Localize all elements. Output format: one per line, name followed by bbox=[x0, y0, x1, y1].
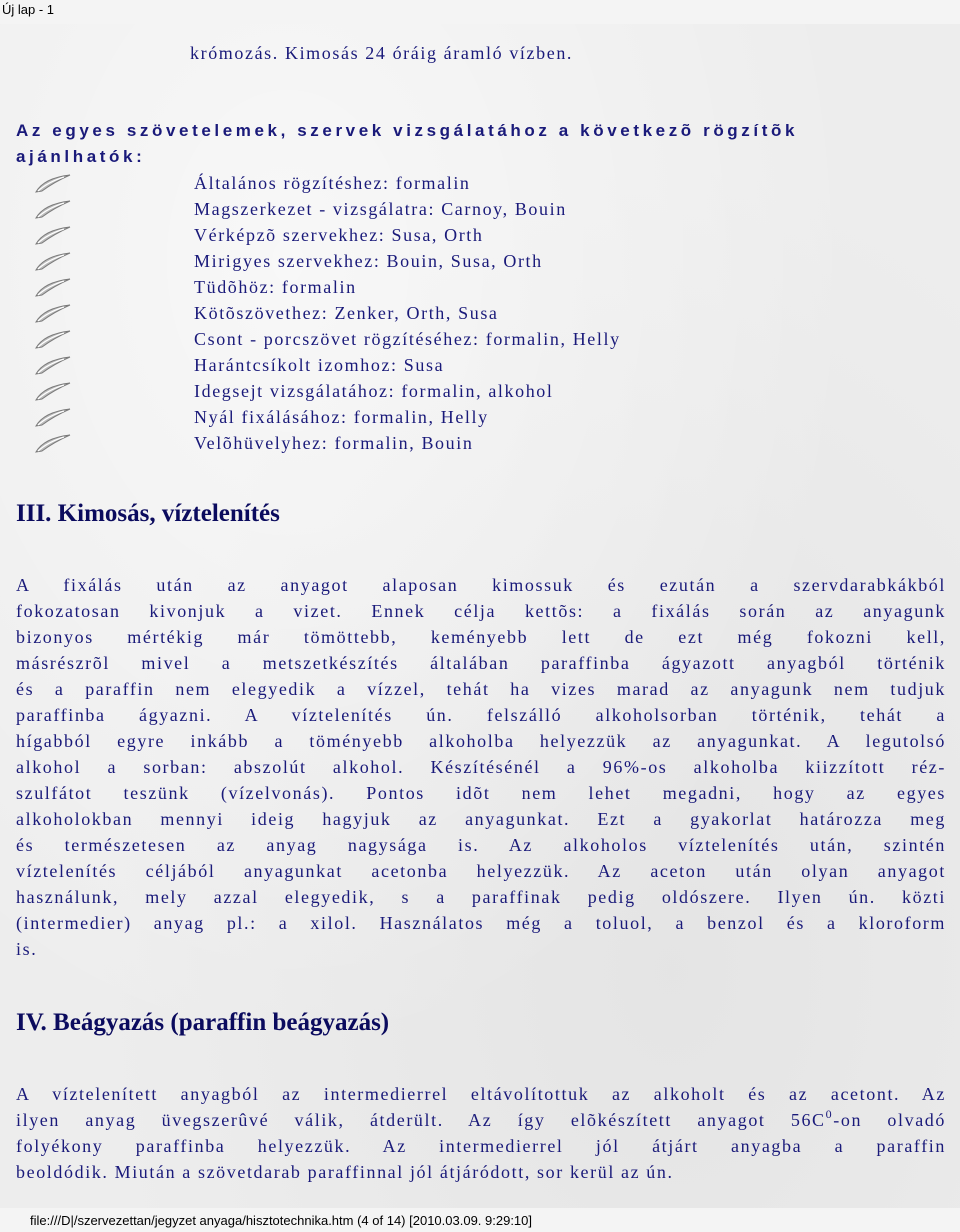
paragraph-line: fokozatosan kivonjuk a vizet. Ennek célja kettõs: a fixálás során az anyagunk bbox=[16, 601, 946, 621]
feather-quill-icon bbox=[34, 356, 72, 376]
fixatives-lead-line-2: ajánlhatók: bbox=[16, 147, 146, 166]
degree-superscript: 0 bbox=[825, 1107, 834, 1121]
section-4-heading: IV. Beágyazás (paraffin beágyazás) bbox=[16, 1009, 390, 1036]
paragraph-line: szulfátot teszünk (vízelvonás). Pontos idõt nem lehet megadni, hogy az egyes bbox=[16, 783, 946, 803]
fixative-text: Tüdõhöz: formalin bbox=[194, 277, 357, 297]
section-3-paragraph bbox=[16, 572, 946, 962]
feather-quill-icon bbox=[34, 434, 72, 454]
paragraph-line bbox=[16, 1107, 946, 1133]
paragraph-line: és a paraffin nem elegyedik a vízzel, tehát ha vizes marad az anyagunk nem tudjuk bbox=[16, 679, 946, 699]
paragraph-line: víztelenítés céljából anyagunkat acetonba helyezzük. Az aceton után olyan anyagot bbox=[16, 861, 946, 881]
fixative-text: Nyál fixálásához: formalin, Helly bbox=[194, 407, 489, 427]
paragraph-line: A víztelenített anyagból az intermedierrel eltávolítottuk az alkoholt és az acetont. Az bbox=[16, 1084, 946, 1104]
document-page bbox=[0, 24, 960, 1208]
fixative-text: Harántcsíkolt izomhoz: Susa bbox=[194, 355, 445, 375]
paragraph-line: használunk, mely azzal elegyedik, s a paraffinak pedig oldószere. Ilyen ún. közti bbox=[16, 887, 946, 907]
feather-quill-icon bbox=[34, 278, 72, 298]
fixative-list-item bbox=[30, 378, 930, 404]
paragraph-line: folyékony paraffinba helyezzük. Az intermedierrel jól átjárt anyagba a paraffin bbox=[16, 1136, 946, 1156]
paragraph-line: (intermedier) anyag pl.: a xilol. Használatos még a toluol, a benzol és a kloroform bbox=[16, 913, 946, 933]
fixative-text: Kötõszövethez: Zenker, Orth, Susa bbox=[194, 303, 499, 323]
feather-quill-icon bbox=[34, 226, 72, 246]
paragraph-line: és természetesen az anyag nagysága is. Az alkoholos víztelenítés után, szintén bbox=[16, 835, 946, 855]
fixative-text: Mirigyes szervekhez: Bouin, Susa, Orth bbox=[194, 251, 543, 271]
fixatives-list bbox=[30, 170, 930, 456]
fixative-list-item bbox=[30, 170, 930, 196]
paragraph-line: is. bbox=[16, 939, 38, 959]
paragraph-line: paraffinba ágyazni. A víztelenítés ún. felszálló alkoholsorban történik, tehát a bbox=[16, 705, 946, 725]
fixative-text: Velõhüvelyhez: formalin, Bouin bbox=[194, 433, 474, 453]
footer-file-path: file:///D|/szervezettan/jegyzet anyaga/hisztotechnika.htm (4 of 14) [2010.03.09. 9:29:10] bbox=[30, 1213, 533, 1228]
browser-tab-title: Új lap - 1 bbox=[2, 2, 55, 17]
fixative-list-item bbox=[30, 300, 930, 326]
intro-line: krómozás. Kimosás 24 óráig áramló vízben. bbox=[190, 43, 574, 63]
fixative-text: Általános rögzítéshez: formalin bbox=[194, 173, 471, 193]
fixative-text: Idegsejt vizsgálatához: formalin, alkohol bbox=[194, 381, 554, 401]
feather-quill-icon bbox=[34, 252, 72, 272]
paragraph-line: A fixálás után az anyagot alaposan kimossuk és ezután a szervdarabkákból bbox=[16, 575, 946, 595]
fixative-list-item bbox=[30, 222, 930, 248]
feather-quill-icon bbox=[34, 200, 72, 220]
fixative-list-item bbox=[30, 430, 930, 456]
feather-quill-icon bbox=[34, 174, 72, 194]
fixative-list-item bbox=[30, 326, 930, 352]
paragraph-line-part: ilyen anyag üvegszerûvé válik, átderült. Az így elõkészített anyagot 56C bbox=[16, 1110, 826, 1130]
feather-quill-icon bbox=[34, 330, 72, 350]
feather-quill-icon bbox=[34, 408, 72, 428]
feather-quill-icon bbox=[34, 304, 72, 324]
fixatives-lead-line-1: Az egyes szövetelemek, szervek vizsgálatához a következõ rögzítõk bbox=[16, 121, 799, 140]
fixative-text: Csont - porcszövet rögzítéséhez: formalin, Helly bbox=[194, 329, 621, 349]
paragraph-line: alkohol a sorban: abszolút alkohol. Készítésénél a 96%-os alkoholba kiizzított réz- bbox=[16, 757, 946, 777]
fixative-text: Vérképzõ szervekhez: Susa, Orth bbox=[194, 225, 484, 245]
fixative-list-item bbox=[30, 196, 930, 222]
fixative-list-item bbox=[30, 248, 930, 274]
fixative-list-item bbox=[30, 274, 930, 300]
paragraph-line: másrészrõl mivel a metszetkészítés általában paraffinba ágyazott anyagból történik bbox=[16, 653, 946, 673]
fixative-list-item bbox=[30, 352, 930, 378]
fixative-text: Magszerkezet - vizsgálatra: Carnoy, Bouin bbox=[194, 199, 567, 219]
feather-quill-icon bbox=[34, 382, 72, 402]
fixative-list-item bbox=[30, 404, 930, 430]
paragraph-line-part: -on olvadó bbox=[833, 1110, 947, 1130]
paragraph-line: hígabból egyre inkább a töményebb alkoholba helyezzük az anyagunkat. A legutolsó bbox=[16, 731, 946, 751]
paragraph-line: bizonyos mértékig már tömöttebb, keményebb lett de ezt még fokozni kell, bbox=[16, 627, 946, 647]
section-4-paragraph bbox=[16, 1081, 946, 1185]
paragraph-line: beoldódik. Miután a szövetdarab paraffinnal jól átjáródott, sor kerül az ún. bbox=[16, 1162, 674, 1182]
paragraph-line: alkoholokban mennyi ideig hagyjuk az anyagunkat. Ezt a gyakorlat határozza meg bbox=[16, 809, 946, 829]
section-3-heading: III. Kimosás, víztelenítés bbox=[16, 500, 280, 527]
